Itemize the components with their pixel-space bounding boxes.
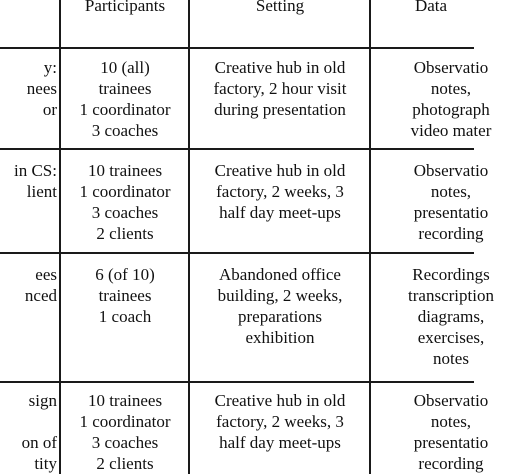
row-2-setting-line: factory, 2 weeks, 3 <box>216 182 344 201</box>
row-1-data-line: notes, <box>430 79 472 98</box>
row-3-participants-line: trainees <box>98 286 152 305</box>
row-4-setting-line: half day meet-ups <box>219 433 341 452</box>
row-4-participants-line: 10 trainees <box>87 391 163 410</box>
row-2-participants-line: 2 clients <box>96 224 154 243</box>
row-4-phase-line <box>22 411 57 432</box>
row-3-data <box>391 264 511 369</box>
row-3-setting-line: building, 2 weeks, <box>217 286 343 305</box>
row-1-phase <box>27 57 57 120</box>
row-4-phase-line: sign <box>28 391 57 410</box>
row-3-phase-line: nced <box>24 286 57 305</box>
header-setting: Setting <box>255 0 305 15</box>
row-2-setting <box>215 160 346 223</box>
row-1-data-line: Observatio <box>413 58 489 77</box>
row-1-data <box>391 57 511 141</box>
row-2-setting-line: Creative hub in old <box>214 161 346 180</box>
row-1-participants-line: trainees <box>98 79 152 98</box>
row-1-setting-line: Creative hub in old <box>214 58 346 77</box>
row-2-participants-line: 1 coordinator <box>79 182 171 201</box>
row-2-bottom-rule <box>0 252 474 254</box>
row-1-data-line: video mater <box>410 121 492 140</box>
row-3-data-line: exercises, <box>417 328 485 347</box>
row-1-setting-line: factory, 2 hour visit <box>213 79 347 98</box>
row-2-setting-line: half day meet-ups <box>219 203 341 222</box>
row-1-participants <box>79 57 170 141</box>
col-setting-right-rule <box>369 0 371 474</box>
row-4-participants-line: 2 clients <box>96 454 154 473</box>
row-4-setting <box>215 390 346 453</box>
row-2-data-line: presentatio <box>413 203 489 222</box>
row-1-data-line: photograph <box>412 100 490 119</box>
row-3-data-line: transcription <box>408 286 494 305</box>
row-4-data-line: Observatio <box>413 391 489 410</box>
row-2-participants-line: 3 coaches <box>91 203 159 222</box>
row-3-setting-line: exhibition <box>245 328 315 347</box>
row-4-participants-line: 3 coaches <box>91 433 159 452</box>
row-3-data-line: Recordings <box>412 265 490 284</box>
row-1-phase-line: nees <box>26 79 57 98</box>
row-4-participants-line: 1 coordinator <box>79 412 171 431</box>
row-4-setting-line: Creative hub in old <box>214 391 346 410</box>
header-data: Data <box>414 0 448 15</box>
row-3-data-line: diagrams, <box>417 307 485 326</box>
row-1-participants-line: 10 (all) <box>100 58 150 77</box>
row-2-data-line: notes, <box>430 182 472 201</box>
row-2-data-line: Observatio <box>413 161 489 180</box>
row-2-phase-line: lient <box>26 182 57 201</box>
row-3-phase <box>25 264 57 306</box>
row-3-participants-line: 1 coach <box>98 307 152 326</box>
row-4-data <box>391 390 511 474</box>
row-2-phase-line: in CS: <box>14 161 57 180</box>
header-bottom-rule <box>0 47 474 49</box>
row-1-bottom-rule <box>0 148 474 150</box>
row-4-data-line: notes, <box>430 412 472 431</box>
row-1-phase-line: y: <box>43 58 57 77</box>
row-2-participants-line: 10 trainees <box>87 161 163 180</box>
row-2-data-line: recording <box>418 224 484 243</box>
row-1-participants-line: 1 coordinator <box>79 100 171 119</box>
row-1-setting <box>214 57 347 120</box>
row-3-setting-line: Abandoned office <box>219 265 341 284</box>
row-4-phase-line: on of <box>21 433 57 452</box>
row-2-data <box>391 160 511 244</box>
row-1-participants-line: 3 coaches <box>91 121 159 140</box>
row-3-data-line: notes <box>433 349 469 368</box>
row-2-phase <box>14 160 57 202</box>
col-phase-right-rule <box>59 0 61 474</box>
row-4-phase <box>22 390 57 474</box>
row-3-setting-line: preparations <box>237 307 323 326</box>
col-participants-right-rule <box>188 0 190 474</box>
row-2-participants <box>79 160 170 244</box>
header-participants: Participants <box>84 0 166 15</box>
row-4-data-line: presentatio <box>413 433 489 452</box>
row-3-phase-line: ees <box>35 265 57 284</box>
row-3-participants <box>95 264 154 327</box>
row-1-phase-line: or <box>42 100 57 119</box>
row-1-setting-line: during presentation <box>214 100 346 119</box>
row-3-participants-line: 6 (of 10) <box>95 265 155 284</box>
row-4-data-line: recording <box>418 454 484 473</box>
row-4-participants <box>79 390 170 474</box>
row-4-setting-line: factory, 2 weeks, 3 <box>216 412 344 431</box>
row-3-bottom-rule <box>0 381 474 383</box>
row-3-setting <box>218 264 343 348</box>
row-4-phase-line: tity <box>34 454 57 473</box>
